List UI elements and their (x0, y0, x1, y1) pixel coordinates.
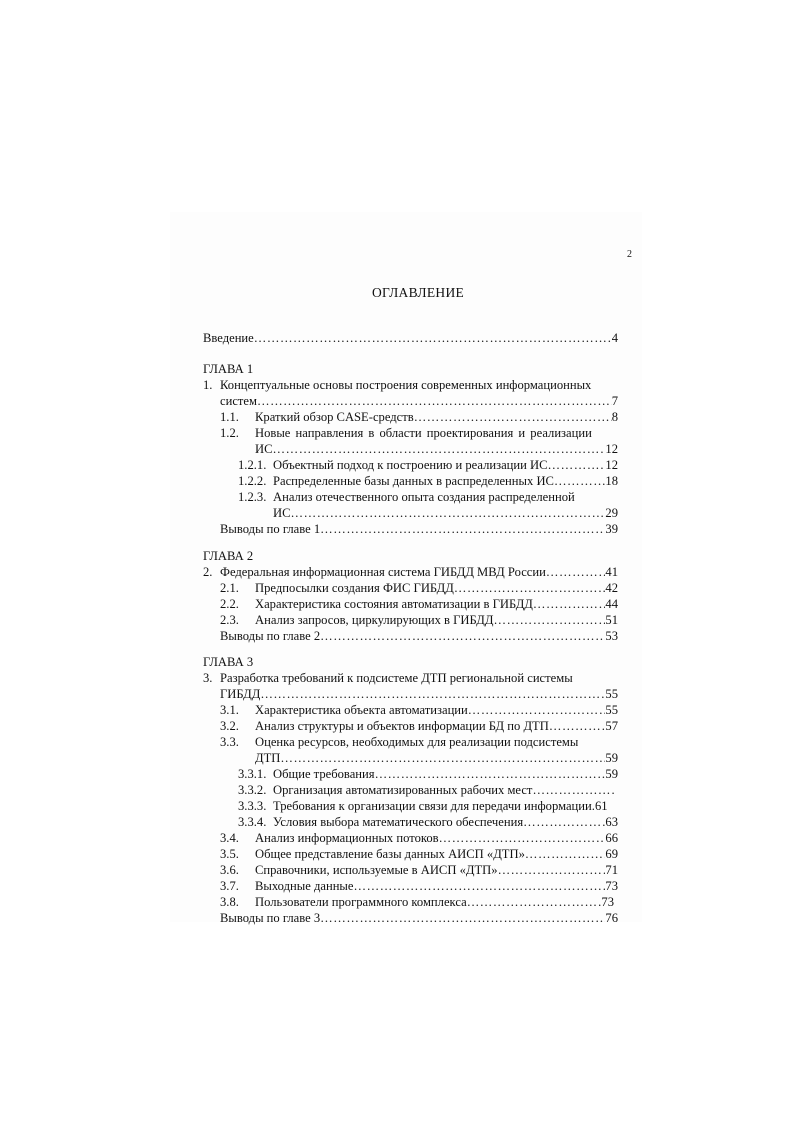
toc-entry-3-3-3[interactable]: 3.3.3. Требования к организации связи для передачи информации. 61 (238, 799, 608, 813)
toc-entry-3-3-line1[interactable]: 3.3. Оценка ресурсов, необходимых для реализации подсистемы (220, 735, 579, 749)
toc-entry-3-3-2[interactable]: 3.3.2. Организация автоматизированных рабочих мест …………………………………………………………………………………………………………………………………………………………………………………… (238, 782, 614, 798)
toc-entry-1-2-3-line2[interactable]: ИС …………………………………………………………………………………………………………………………………………………………………………………… 29 (273, 505, 618, 521)
toc-entry-1-2-3-line1[interactable]: 1.2.3. Анализ отечественного опыта создания распределенной (238, 490, 575, 504)
toc-entry-2-1[interactable]: 2.1. Предпосылки создания ФИС ГИБДД …………………………………………………………………………………………………………………………………………………………………………………… 42 (220, 580, 618, 596)
toc-entry-1-1[interactable]: 1.1. Краткий обзор CASE-средств …………………………………………………………………………………………………………………………………………………………………………………… 8 (220, 409, 618, 425)
toc-entry-1-line1[interactable]: 1. Концептуальные основы построения современных информационных (203, 378, 592, 392)
toc-entry-conclusions-3[interactable]: Выводы по главе 3 …………………………………………………………………………………………………………………………………………………………………………………… 76 (220, 910, 618, 926)
toc-entry-2-3[interactable]: 2.3. Анализ запросов, циркулирующих в ГИБДД …………………………………………………………………………………………………………………………………………………………………………………… 51 (220, 612, 618, 628)
toc-entry-2[interactable]: 2. Федеральная информационная система ГИБДД МВД России …………………………………………………………………………………………………………………………………………………………………………………… 41 (203, 564, 618, 580)
toc-entry-3-3-4[interactable]: 3.3.4. Условия выбора математического обеспечения …………………………………………………………………………………………………………………………………………………………………………………… 63 (238, 814, 618, 830)
toc-entry-conclusions-2[interactable]: Выводы по главе 2 …………………………………………………………………………………………………………………………………………………………………………………… 53 (220, 628, 618, 644)
toc-entry-2-2[interactable]: 2.2. Характеристика состояния автоматизации в ГИБДД …………………………………………………………………………………………………………………………………………………………………………………… 44 (220, 596, 618, 612)
toc-entry-3-7[interactable]: 3.7. Выходные данные …………………………………………………………………………………………………………………………………………………………………………………… 73 (220, 878, 618, 894)
toc-entry-3-2[interactable]: 3.2. Анализ структуры и объектов информации БД по ДТП …………………………………………………………………………………………………………………………………………………………………………………… 57 (220, 718, 618, 734)
toc-entry-3-8[interactable]: 3.8. Пользователи программного комплекса …………………………………………………………………………………………………………………………………………………………………………………… 73 (220, 894, 614, 910)
toc-entry-3-4[interactable]: 3.4. Анализ информационных потоков …………………………………………………………………………………………………………………………………………………………………………………… 66 (220, 830, 618, 846)
chapter-heading: ГЛАВА 1 (203, 362, 254, 376)
toc-entry-3-6[interactable]: 3.6. Справочники, используемые в АИСП «ДТП» …………………………………………………………………………………………………………………………………………………………………………………… 71 (220, 862, 618, 878)
chapter-heading: ГЛАВА 3 (203, 655, 254, 669)
toc-entry-intro[interactable]: Введение …………………………………………………………………………………………………………………………………………………………………………………… 4 (203, 330, 618, 346)
toc-entry-3-5[interactable]: 3.5. Общее представление базы данных АИСП «ДТП» …………………………………………………………………………………………………………………………………………………………………………………… 69 (220, 846, 618, 862)
toc-entry-3-3-1[interactable]: 3.3.1. Общие требования …………………………………………………………………………………………………………………………………………………………………………………… 59 (238, 766, 618, 782)
chapter-heading: ГЛАВА 2 (203, 549, 254, 563)
toc-entry-conclusions-1[interactable]: Выводы по главе 1 …………………………………………………………………………………………………………………………………………………………………………………… 39 (220, 521, 618, 537)
page-number: 2 (627, 249, 632, 260)
page-title: ОГЛАВЛЕНИЕ (371, 285, 465, 300)
toc-entry-1-2-2[interactable]: 1.2.2. Распределенные базы данных в распределенных ИС …………………………………………………………………………………………………………………………………………………………………………………… 18 (238, 473, 618, 489)
toc-entry-1-2-line1[interactable]: 1.2. Новые направления в области проектирования и реализации (220, 426, 592, 440)
toc-entry-1-2-1[interactable]: 1.2.1. Объектный подход к построению и реализации ИС …………………………………………………………………………………………………………………………………………………………………………………… 12 (238, 457, 618, 473)
toc-entry-3-line1[interactable]: 3. Разработка требований к подсистеме ДТП региональной системы (203, 671, 573, 685)
toc-entry-3-1[interactable]: 3.1. Характеристика объекта автоматизации …………………………………………………………………………………………………………………………………………………………………………………… 55 (220, 702, 618, 718)
toc-entry-1-2-line2[interactable]: ИС …………………………………………………………………………………………………………………………………………………………………………………… 12 (255, 441, 618, 457)
toc-entry-1-line2[interactable]: систем …………………………………………………………………………………………………………………………………………………………………………………… 7 (220, 393, 618, 409)
toc-entry-3-line2[interactable]: ГИБДД …………………………………………………………………………………………………………………………………………………………………………………… 55 (220, 686, 618, 702)
toc-entry-3-3-line2[interactable]: ДТП …………………………………………………………………………………………………………………………………………………………………………………… 59 (255, 750, 618, 766)
